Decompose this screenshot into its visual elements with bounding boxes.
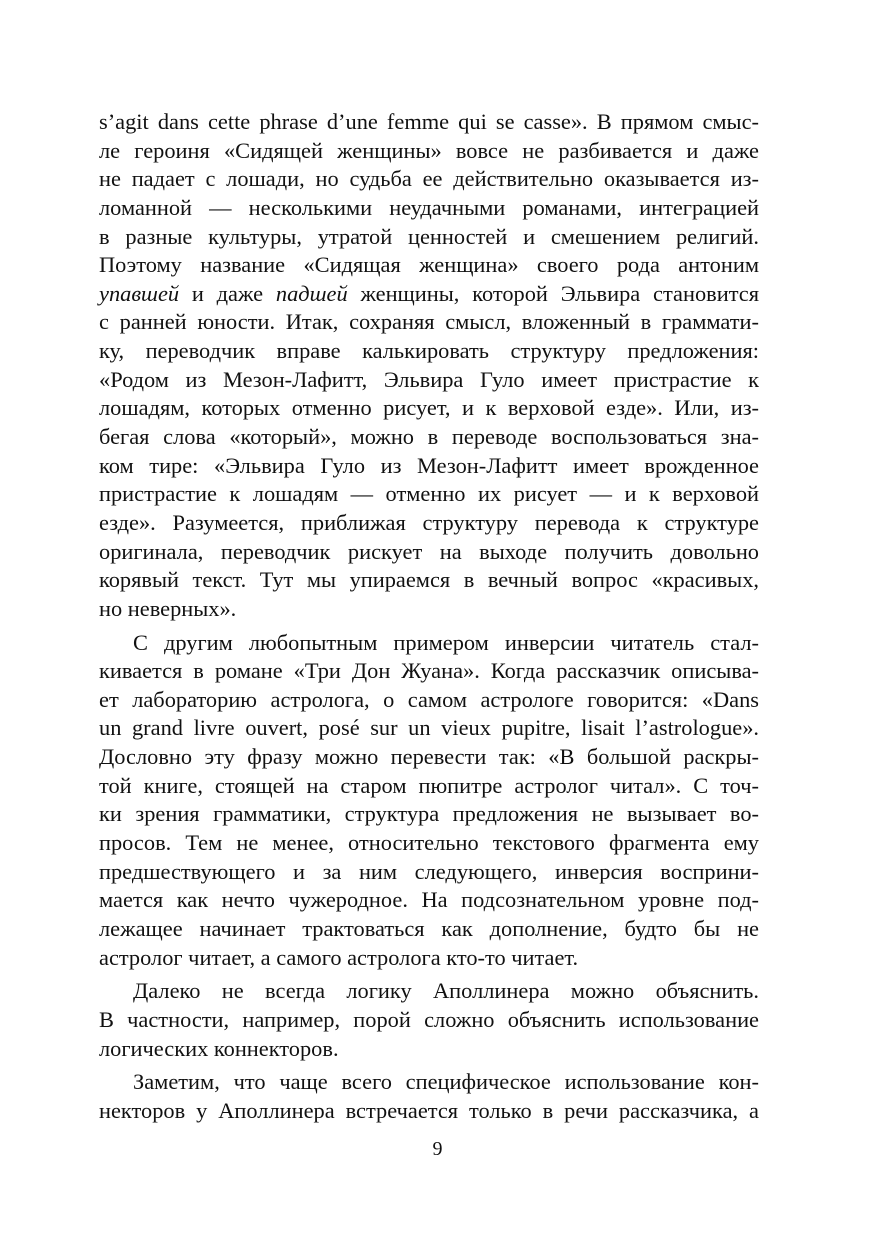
text-line: корявый текст. Тут мы упираемся в вечный вопрос «красивых, <box>99 567 759 593</box>
paragraph <box>99 977 759 1063</box>
text-line: не падает с лошади, но судьба ее действительно оказывается из- <box>99 166 759 192</box>
text-line: кивается в романе «Три Дон Жуана». Когда рассказчик описыва- <box>99 658 759 684</box>
text-line: ку, переводчик вправе калькировать структуру предложения: <box>99 338 759 364</box>
text-line: ле героиня «Сидящей женщины» вовсе не разбивается и даже <box>99 137 759 163</box>
text-line: «Родом из Мезон-Лафитт, Эльвира Гуло имеет пристрастие к <box>99 366 759 392</box>
text-line: некторов у Аполлинера встречается только в речи рассказчика, а <box>99 1097 759 1123</box>
page-number: 9 <box>432 1138 443 1160</box>
text-line: Далеко не всегда логику Аполлинера можно объяснить. <box>133 978 759 1004</box>
text-line: логических коннекторов. <box>99 1035 339 1061</box>
paragraph <box>99 108 759 624</box>
text-line: Дословно эту фразу можно перевести так: «В большой раскры- <box>99 744 759 770</box>
text-line: лежащее начинает трактоваться как дополнение, будто бы не <box>99 915 759 941</box>
italic-word: падшей <box>275 280 348 306</box>
text-line: в разные культуры, утратой ценностей и смешением религий. <box>99 223 759 249</box>
text-line: un grand livre ouvert, posé sur un vieux pupitre, lisait l’astrologue». <box>99 715 759 741</box>
text-line: ломанной — несколькими неудачными романами, интеграцией <box>99 194 759 220</box>
text-line: пристрастие к лошадям — отменно их рисует — и к верховой <box>99 481 759 507</box>
text-line: ет лабораторию астролога, о самом астрологе говорится: «Dans <box>99 686 759 712</box>
text-line: ки зрения грамматики, структура предложения не вызывает во- <box>99 801 759 827</box>
text-line: предшествующего и за ним следующего, инверсия восприни- <box>99 858 759 884</box>
text-line: Поэтому название «Сидящая женщина» своего рода антоним <box>99 252 759 278</box>
paragraph <box>99 1068 759 1125</box>
text-line: лошадям, которых отменно рисует, и к верховой езде». Или, из- <box>99 395 759 421</box>
italic-word: упавшей <box>99 280 180 306</box>
text-line: езде». Разумеется, приближая структуру перевода к структуре <box>99 509 759 535</box>
text-line: астролог читает, а самого астролога кто-то читает. <box>99 944 579 970</box>
text-line-with-italics: упавшей и даже падшей женщины, которой Эльвира становится <box>99 280 760 306</box>
text-line: С другим любопытным примером инверсии читатель стал- <box>133 629 759 655</box>
page-body <box>99 108 759 1125</box>
text-line: бегая слова «который», можно в переводе воспользоваться зна- <box>99 424 759 450</box>
text-line: мается как нечто чужеродное. На подсознательном уровне под- <box>99 887 759 913</box>
text-line: но неверных». <box>99 595 237 621</box>
text-line: В частности, например, порой сложно объяснить использование <box>99 1006 759 1032</box>
text-line: Заметим, что чаще всего специфическое использование кон- <box>133 1069 759 1095</box>
paragraph <box>99 629 759 973</box>
text-line: оригинала, переводчик рискует на выходе получить довольно <box>99 538 759 564</box>
text-line: s’agit dans cette phrase d’une femme qui se casse». В прямом смыс- <box>99 109 759 134</box>
text-line: с ранней юности. Итак, сохраняя смысл, вложенный в граммати- <box>99 309 759 335</box>
text-line: той книге, стоящей на старом пюпитре астролог читал». С точ- <box>99 772 759 798</box>
text-line: ком тире: «Эльвира Гуло из Мезон-Лафитт имеет врожденное <box>99 452 759 478</box>
text-line: просов. Тем не менее, относительно текстового фрагмента ему <box>99 830 759 856</box>
